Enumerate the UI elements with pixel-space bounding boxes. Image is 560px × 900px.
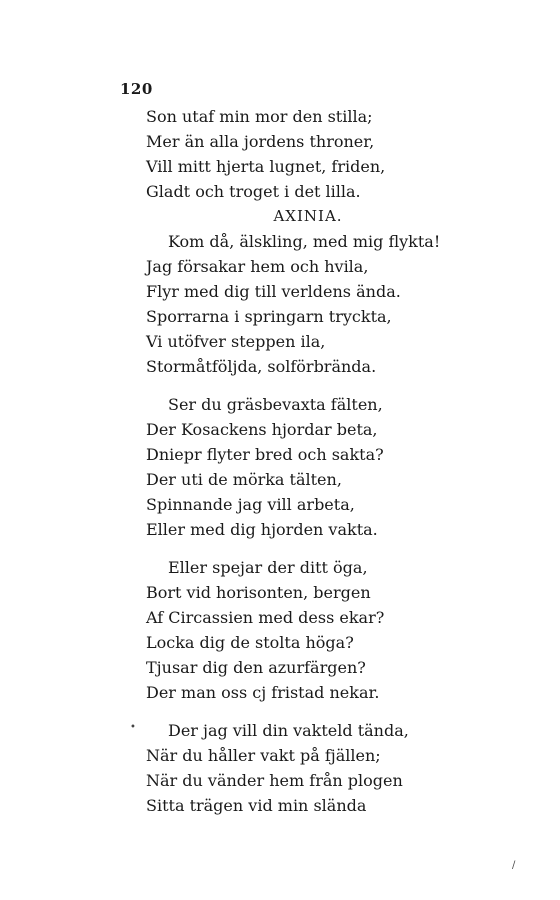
verse-line: Stormåtföljda, solförbrända.: [146, 357, 377, 376]
stanza-gap: [146, 705, 446, 718]
verse-line: När du håller vakt på fjällen;: [146, 746, 381, 765]
verse-line: Ser du gräsbevaxta fälten,: [168, 395, 383, 414]
verse-line: Sitta trägen vid min slända: [146, 796, 367, 815]
verse-line: Af Circassien med dess ekar?: [146, 608, 385, 627]
stanza-gap: [146, 542, 446, 555]
verse-line: Sporrarna i springarn tryckta,: [146, 307, 392, 326]
verse-line: Vill mitt hjerta lugnet, friden,: [146, 157, 386, 176]
verse-line: Spinnande jag vill arbeta,: [146, 495, 355, 514]
verse-line: Locka dig de stolta höga?: [146, 633, 354, 652]
verse-line: Der Kosackens hjordar beta,: [146, 420, 378, 439]
print-speck: /: [512, 860, 516, 871]
verse-line: Der jag vill din vakteld tända,: [168, 721, 409, 740]
verse-line: Dniepr flyter bred och sakta?: [146, 445, 384, 464]
verse-line: Bort vid horisonten, bergen: [146, 583, 371, 602]
print-speck: •: [130, 722, 136, 733]
verse-line: Flyr med dig till verldens ända.: [146, 282, 401, 301]
verse-line: Kom då, älskling, med mig flykta!: [168, 232, 441, 251]
verse-line: Tjusar dig den azurfärgen?: [146, 658, 366, 677]
verse-line: Eller spejar der ditt öga,: [168, 558, 368, 577]
page-number: 120: [120, 80, 153, 98]
verse-line: Jag försakar hem och hvila,: [146, 257, 369, 276]
verse-line: Der man oss cj fristad nekar.: [146, 683, 380, 702]
verse-line: Eller med dig hjorden vakta.: [146, 520, 378, 539]
verse-line: Son utaf min mor den stilla;: [146, 107, 373, 126]
verse-line: Vi utöfver steppen ila,: [146, 332, 326, 351]
verse-line: Gladt och troget i det lilla.: [146, 182, 361, 201]
stanza-gap: [146, 379, 446, 392]
verse-line: Der uti de mörka tälten,: [146, 470, 342, 489]
verse-line: När du vänder hem från plogen: [146, 771, 403, 790]
verse-line: Mer än alla jordens throner,: [146, 132, 375, 151]
poem-text: [146, 104, 446, 818]
speaker-name: AXINIA.: [273, 207, 343, 225]
